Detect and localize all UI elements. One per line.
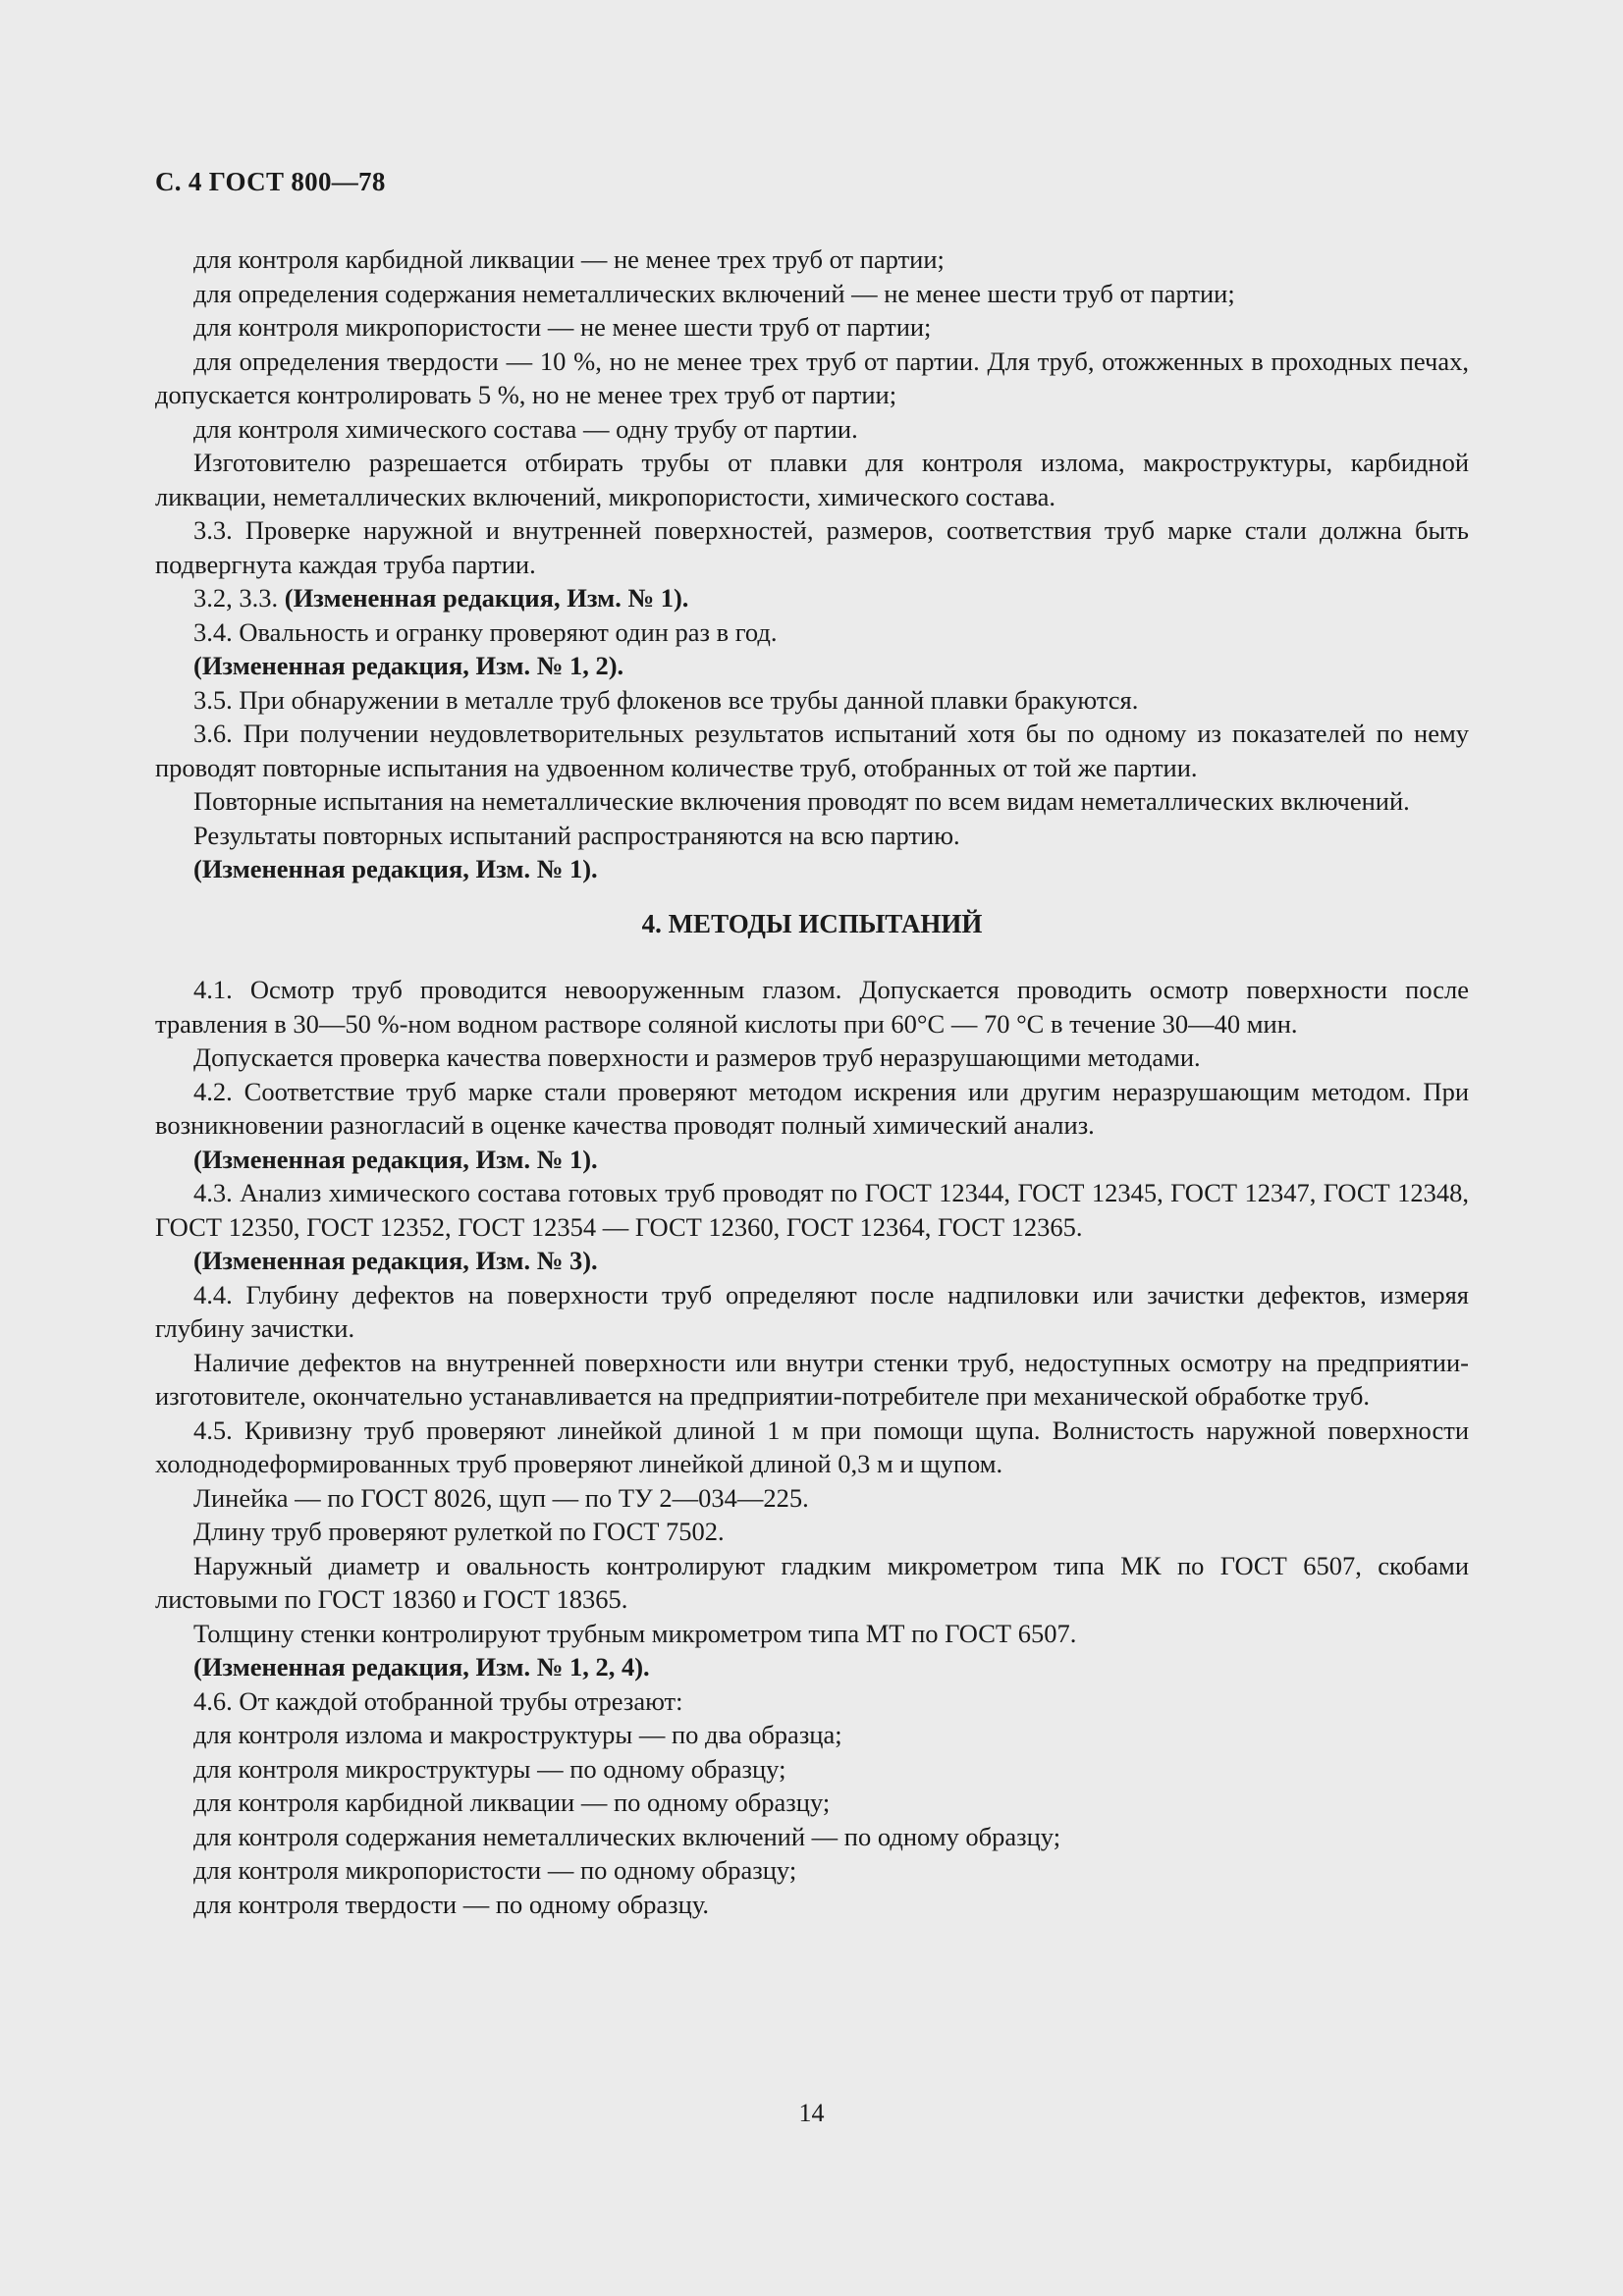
paragraph: для определения твердости — 10 %, но не менее трех труб от партии. Для труб, отожженных в проходных печах, допускается контролировать 5 %, но не менее трех труб от партии; [155, 346, 1469, 409]
paragraph: Линейка — по ГОСТ 8026, щуп — по ТУ 2—034—225. [193, 1482, 809, 1513]
paragraph: Наличие дефектов на внутренней поверхности или внутри стенки труб, недоступных осмотру на предприятии-изготовителе, окончательно устанавливается на предприятии-потребителе при механической обработке труб. [155, 1347, 1469, 1411]
list-item: для контроля карбидной ликвации — по одному образцу; [193, 1788, 831, 1817]
paragraph: 4.1. Осмотр труб проводится невооруженным глазом. Допускается проводить осмотр поверхности после травления в 30—50 %-ном водном растворе соляной кислоты при 60°С — 70 °С в течение 30—40 мин. [155, 975, 1469, 1039]
list-item: для контроля содержания неметаллических включений — по одному образцу; [193, 1821, 1061, 1851]
paragraph: для определения содержания неметаллических включений — не менее шести труб от партии; [193, 278, 1235, 308]
amendment-text: (Измененная редакция, Изм. № 1). [284, 583, 689, 613]
list-item: для контроля излома и макроструктуры — по два образца; [193, 1720, 842, 1749]
paragraph: Толщину стенки контролируют трубным микрометром типа МТ по ГОСТ 6507. [193, 1618, 1077, 1648]
paragraph: для контроля карбидной ликвации — не менее трех труб от партии; [193, 244, 945, 274]
paragraph: Длину труб проверяют рулеткой по ГОСТ 7502. [193, 1517, 725, 1546]
page-header: С. 4 ГОСТ 800—78 [155, 167, 386, 196]
list-item: для контроля микропористости — по одному образцу; [193, 1855, 797, 1885]
document-body [155, 242, 1469, 1921]
paragraph: 3.5. При обнаружении в металле труб флокенов все трубы данной плавки бракуются. [193, 684, 1139, 715]
list-item: для контроля твердости — по одному образцу. [193, 1889, 710, 1919]
paragraph: Результаты повторных испытаний распространяются на всю партию. [193, 820, 960, 850]
section-title: 4. МЕТОДЫ ИСПЫТАНИЙ [641, 908, 983, 938]
paragraph: для контроля химического состава — одну трубу от партии. [193, 413, 858, 444]
paragraph: Изготовителю разрешается отбирать трубы от плавки для контроля излома, макроструктуры, карбидной ликвации, неметаллических включений, микропористости, химического состава. [155, 448, 1469, 511]
amendment-note: (Измененная редакция, Изм. № 1, 2, 4). [193, 1652, 650, 1682]
paragraph: 4.5. Кривизну труб проверяют линейкой длиной 1 м при помощи щупа. Волнистость наружной поверхности холоднодеформированных труб проверяют линейкой длиной 0,3 м и щупом. [155, 1415, 1469, 1478]
paragraph: Повторные испытания на неметаллические включения проводят по всем видам неметаллических включений. [193, 786, 1410, 816]
amendment-note: (Измененная редакция, Изм. № 3). [193, 1246, 598, 1275]
amendment-note: (Измененная редакция, Изм. № 1, 2). [193, 651, 624, 680]
paragraph: для контроля микропористости — не менее шести труб от партии; [193, 312, 932, 342]
paragraph: 3.4. Овальность и огранку проверяют один раз в год. [193, 616, 778, 647]
clause-ref: 3.2, 3.3. [193, 583, 285, 613]
paragraph: 4.2. Соответствие труб марке стали проверяют методом искрения или другим неразрушающим методом. При возникновении разногласий в оценке качества проводят полный химический анализ. [155, 1076, 1469, 1140]
list-item: для контроля микроструктуры — по одному образцу; [193, 1753, 786, 1784]
paragraph: 4.3. Анализ химического состава готовых труб проводят по ГОСТ 12344, ГОСТ 12345, ГОСТ 12347, ГОСТ 12348, ГОСТ 12350, ГОСТ 12352, ГОСТ 12354 — ГОСТ 12360, ГОСТ 12364, ГОСТ 12365. [155, 1178, 1469, 1242]
paragraph: 4.4. Глубину дефектов на поверхности труб определяют после надпиловки или зачистки дефектов, измеряя глубину зачистки. [155, 1279, 1469, 1343]
amendment-note: (Измененная редакция, Изм. № 1). [193, 1144, 598, 1174]
amendment-note-3-2-3-3 [155, 581, 1469, 615]
paragraph: Наружный диаметр и овальность контролируют гладким микрометром типа МК по ГОСТ 6507, скобами листовыми по ГОСТ 18360 и ГОСТ 18365. [155, 1550, 1469, 1614]
paragraph: 3.3. Проверке наружной и внутренней поверхностей, размеров, соответствия труб марке стали должна быть подвергнута каждая труба партии. [155, 515, 1469, 579]
paragraph: 4.6. От каждой отобранной трубы отрезают: [193, 1685, 683, 1716]
amendment-note: (Измененная редакция, Изм. № 1). [193, 854, 598, 883]
page-number: 14 [798, 2099, 825, 2127]
paragraph: 3.6. При получении неудовлетворительных результатов испытаний хотя бы по одному из показателей по нему проводят повторные испытания на удвоенном количестве труб, отобранных от той же партии. [155, 719, 1469, 782]
paragraph: Допускается проверка качества поверхности и размеров труб неразрушающими методами. [193, 1042, 1201, 1072]
